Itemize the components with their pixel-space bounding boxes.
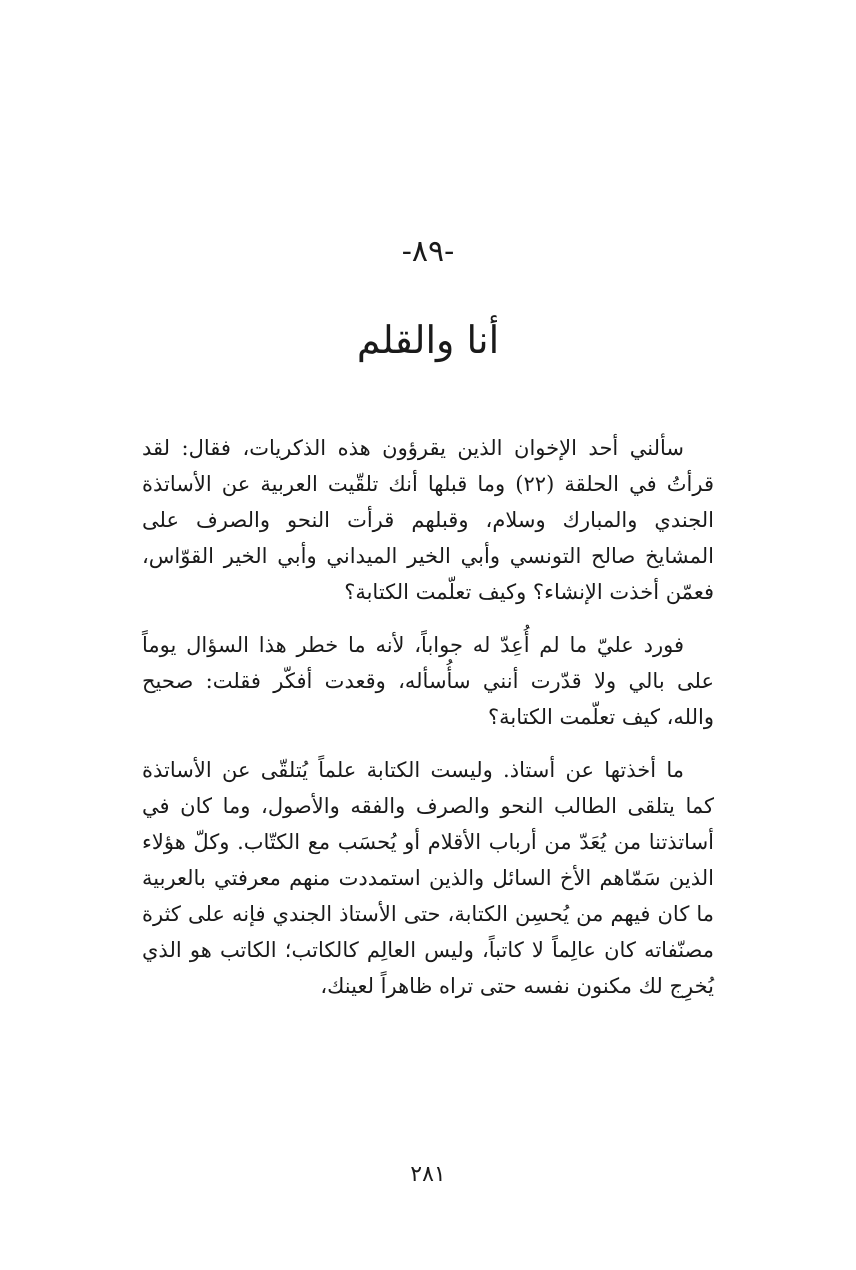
body-text [142,430,714,1021]
paragraph: فورد عليّ ما لم أُعِدّ له جواباً، لأنه ما خطر هذا السؤال يوماً على بالي ولا قدّرت أنني سأُسأله، وقعدت أفكّر فقلت: صحيح والله، كيف تعلّمت الكتابة؟ [142,633,714,729]
page-number: ٢٨١ [410,1162,446,1187]
chapter-title: أنا والقلم [356,318,500,362]
paragraph: سألني أحد الإخوان الذين يقرؤون هذه الذكريات، فقال: لقد قرأتُ في الحلقة (٢٢) وما قبلها أنك تلقّيت العربية عن الأساتذة الجندي والمبارك وسلام، وقبلهم قرأت النحو والصرف على المشايخ صالح التونسي وأبي الخير الميداني وأبي الخير القوّاس، فعمّن أخذت الإنشاء؟ وكيف تعلّمت الكتابة؟ [142,436,714,604]
chapter-number: -٨٩- [401,234,455,269]
paragraph: ما أخذتها عن أستاذ. وليست الكتابة علماً يُتلقّى عن الأساتذة كما يتلقى الطالب النحو والصرف والفقه والأصول، وما كان في أساتذتنا من يُعَدّ من أرباب الأقلام أو يُحسَب مع الكتّاب. وكلّ هؤلاء الذين سَمّاهم الأخ السائل والذين استمددت منهم معرفتي بالعربية ما كان فيهم من يُحسِن الكتابة، حتى الأستاذ الجندي فإنه على كثرة مصنّفاته كان عالِماً لا كاتباً، وليس العالِم كالكاتب؛ الكاتب هو الذي يُخرِج لك مكنون نفسه حتى تراه ظاهراً لعينك، [142,758,714,998]
